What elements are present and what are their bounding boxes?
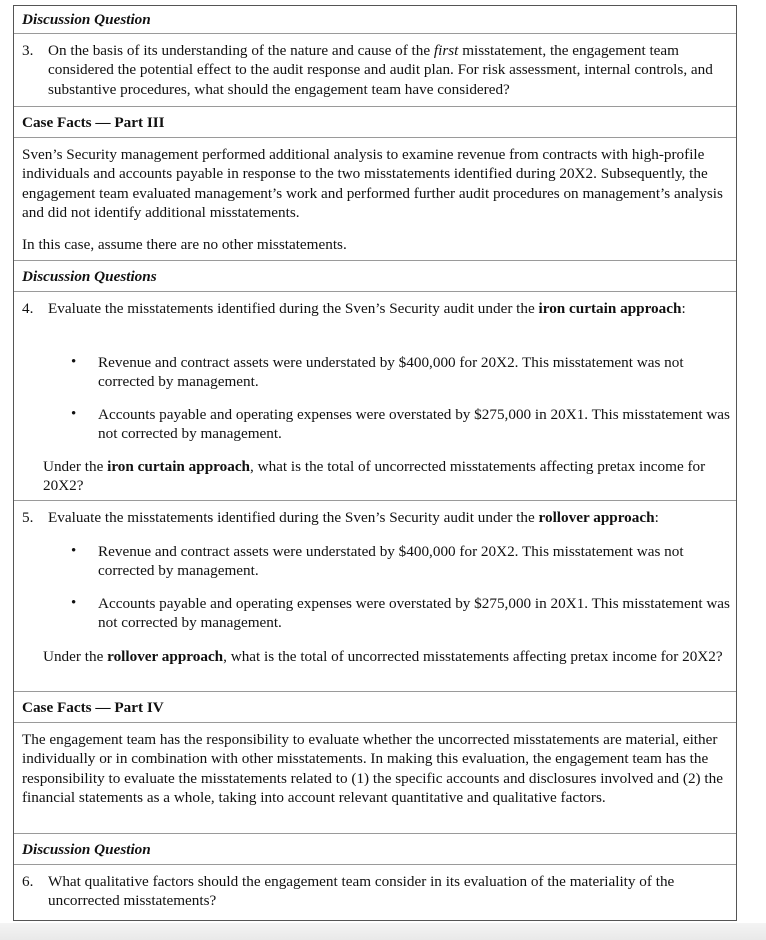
document-frame bbox=[13, 5, 737, 921]
question-5-intro: Evaluate the misstatements identified during the Sven’s Security audit under the rollover approach: bbox=[48, 509, 659, 526]
page-bottom-shade bbox=[0, 923, 766, 940]
divider bbox=[14, 691, 736, 692]
discussion-question-heading: Discussion Question bbox=[22, 841, 151, 858]
divider bbox=[14, 260, 736, 261]
bullet-icon: • bbox=[71, 406, 77, 422]
divider bbox=[14, 291, 736, 292]
assumption-paragraph: In this case, assume there are no other misstatements. bbox=[22, 236, 347, 253]
divider bbox=[14, 864, 736, 865]
bullet-icon: • bbox=[71, 595, 77, 611]
divider bbox=[14, 106, 736, 107]
question-4-intro: Evaluate the misstatements identified during the Sven’s Security audit under the iron curtain approach: bbox=[48, 300, 686, 317]
question-number: 4. bbox=[22, 300, 34, 317]
question-number: 3. bbox=[22, 42, 34, 59]
question-number: 5. bbox=[22, 509, 34, 526]
question-6-text: What qualitative factors should the engagement team consider in its evaluation of the materiality of the uncorrected misstatements? bbox=[48, 873, 675, 910]
case-facts-part-3-heading: Case Facts — Part III bbox=[22, 114, 165, 131]
list-item: Revenue and contract assets were understated by $400,000 for 20X2. This misstatement was not corrected by management. bbox=[98, 543, 684, 580]
list-item: Revenue and contract assets were understated by $400,000 for 20X2. This misstatement was not corrected by management. bbox=[98, 354, 684, 391]
bullet-icon: • bbox=[71, 354, 77, 370]
discussion-questions-heading: Discussion Questions bbox=[22, 268, 157, 285]
question-5-follow-up: Under the rollover approach, what is the total of uncorrected misstatements affecting pretax income for 20X2? bbox=[43, 648, 723, 665]
list-item: Accounts payable and operating expenses were overstated by $275,000 in 20X1. This misstatement was not corrected by management. bbox=[98, 406, 730, 443]
list-item: Accounts payable and operating expenses were overstated by $275,000 in 20X1. This misstatement was not corrected by management. bbox=[98, 595, 730, 632]
divider bbox=[14, 722, 736, 723]
case-facts-part-4-paragraph: The engagement team has the responsibility to evaluate whether the uncorrected misstatements are material, either individually or in combination with other misstatements. In making this evaluation, the engagement team has the responsibility to evaluate the misstatements related to (1) the specific accounts and disclosures involved and (2) the financial statements as a whole, taking into account relevant quantitative and qualitative factors. bbox=[22, 731, 723, 806]
case-facts-part-4-heading: Case Facts — Part IV bbox=[22, 699, 164, 716]
divider bbox=[14, 500, 736, 501]
question-number: 6. bbox=[22, 873, 34, 890]
case-facts-part-3-paragraph: Sven’s Security management performed additional analysis to examine revenue from contracts with high-profile individuals and accounts payable in response to the two misstatements identified during 20X2. Subsequently, the engagement team evaluated management’s work and performed further audit procedures on management’s analysis and did not identify additional misstatements. bbox=[22, 146, 723, 221]
question-4-follow-up: Under the iron curtain approach, what is the total of uncorrected misstatements affecting pretax income for 20X2? bbox=[43, 458, 706, 495]
bullet-icon: • bbox=[71, 543, 77, 559]
divider bbox=[14, 833, 736, 834]
question-3-text: On the basis of its understanding of the nature and cause of the first misstatement, the engagement team considered the potential effect to the audit response and audit plan. For risk assessment, internal controls, and substantive procedures, what should the engagement team have considered? bbox=[48, 42, 713, 98]
discussion-question-heading: Discussion Question bbox=[22, 11, 151, 28]
divider bbox=[14, 137, 736, 138]
divider bbox=[14, 33, 736, 34]
